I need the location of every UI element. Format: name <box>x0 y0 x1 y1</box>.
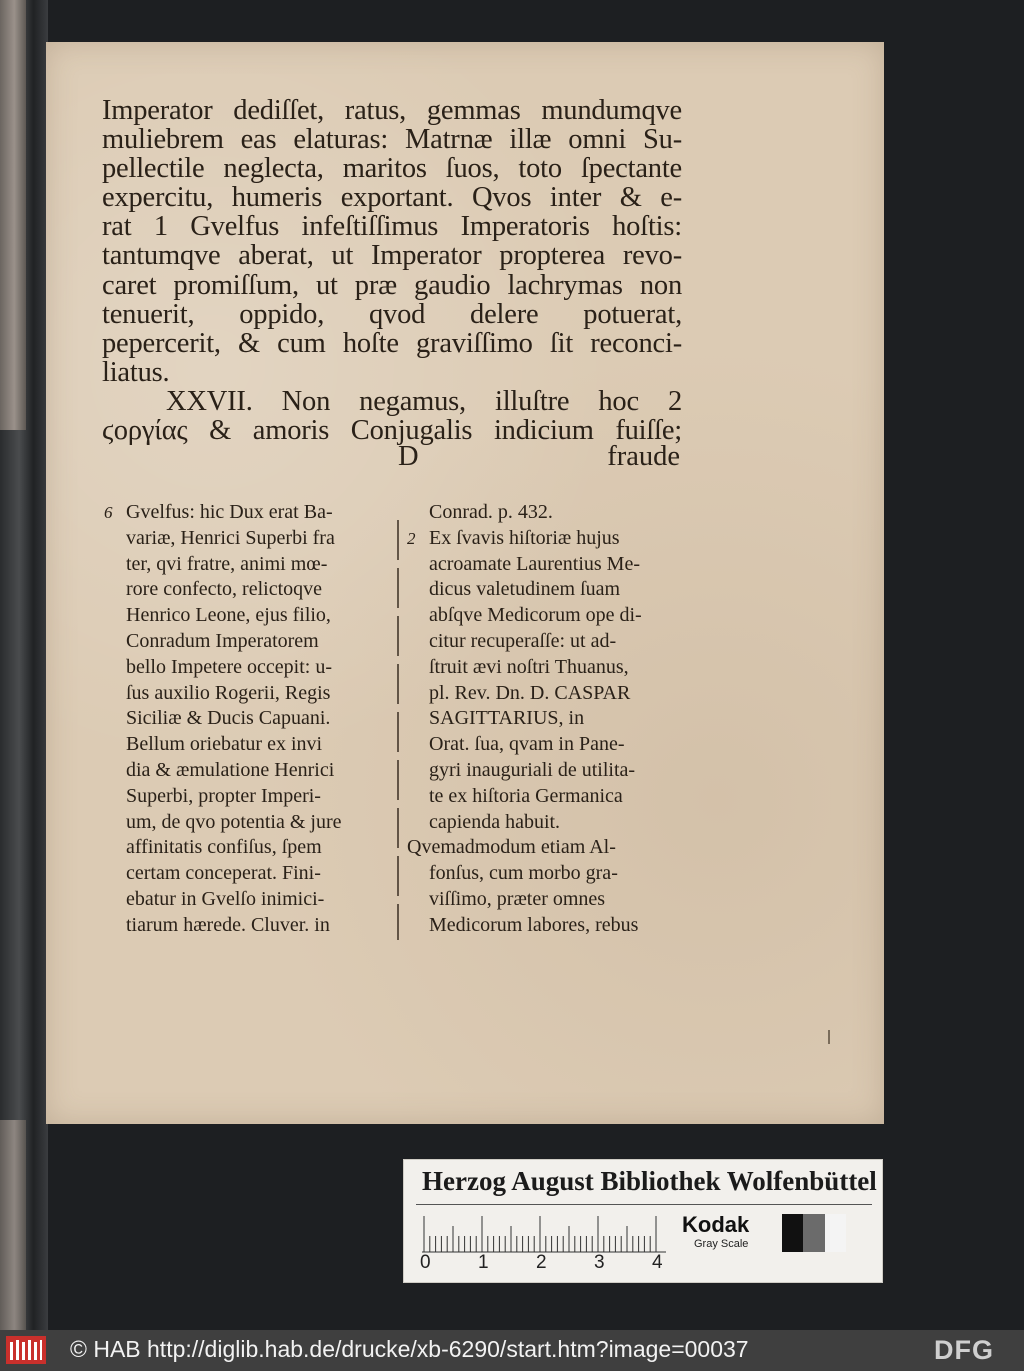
footnote-marker: 2 <box>407 528 416 548</box>
footnote-line: variæ, Henrici Superbi fra <box>126 526 335 549</box>
gray-swatches <box>782 1214 846 1252</box>
footnote-line: pl. Rev. Dn. D. CASPAR <box>429 681 631 704</box>
footnote-line: affinitatis confiſus, ſpem <box>126 836 322 859</box>
swatch-white <box>825 1214 846 1252</box>
dfg-logo: DFG <box>934 1335 994 1365</box>
footnote-line: Ex ſvavis hiſtoriæ hujus <box>429 526 620 549</box>
footer-bar <box>0 1330 1024 1371</box>
kodak-brand: Kodak <box>682 1212 750 1237</box>
edge-sheet-top <box>0 0 26 430</box>
edge-sheet-bottom <box>0 1120 26 1330</box>
footnote-marker: 6 <box>104 503 113 522</box>
ruler-number: 2 <box>536 1252 547 1273</box>
catchword: fraude <box>607 441 680 472</box>
ruler-number: 4 <box>652 1252 663 1273</box>
footnotes-right-column <box>407 500 683 939</box>
swatch-gray <box>803 1214 824 1252</box>
footnote-line: abſqve Medicorum ope di- <box>429 604 642 627</box>
gray-scale-label: Gray Scale <box>694 1238 749 1250</box>
footnote-line: viſſimo, præter omnes <box>429 887 606 910</box>
footnote-line: te ex hiſtoria Germanica <box>429 784 623 807</box>
body-line: expercitu, humeris exportant. Qvos inter & e- <box>102 182 682 214</box>
footnote-line: certam conceperat. Fini- <box>126 862 321 885</box>
column-rule <box>397 520 399 940</box>
body-line: ϛοργίας & amoris Conjugalis indicium fuiſſe; <box>102 415 682 447</box>
footnote-line: Bellum oriebatur ex invi <box>126 733 323 756</box>
book-edge <box>0 0 48 1330</box>
library-name: Herzog August Bibliothek Wolfenbüttel <box>422 1166 877 1196</box>
page-mark <box>828 1030 830 1044</box>
body-line: tantumqve aberat, ut Imperator propterea revo- <box>102 240 682 272</box>
body-line: caret promiſſum, ut præ gaudio lachrymas non <box>102 269 682 301</box>
paragraph-start: XXVII. Non negamus, illuſtre hoc 2 <box>166 385 682 417</box>
footnote-line: gyri inauguriali de utilita- <box>429 758 636 781</box>
hab-logo-icon <box>6 1336 46 1364</box>
card-divider <box>416 1204 872 1205</box>
footnote-line: tiarum hærede. Cluver. in <box>126 913 330 936</box>
footnote-line: Qvemadmodum etiam Al- <box>407 836 616 859</box>
ruler-number: 1 <box>478 1252 489 1273</box>
source-url: © HAB http://diglib.hab.de/drucke/xb-6290/start.htm?image=00037 <box>70 1336 749 1362</box>
footnote-line: dicus valetudinem ſuam <box>429 578 621 601</box>
body-line: liatus. <box>102 356 170 388</box>
ruler-number: 3 <box>594 1252 605 1273</box>
footnote-line: Medicorum labores, rebus <box>429 913 639 936</box>
footnote-line: ſtruit ævi noſtri Thuanus, <box>429 655 629 678</box>
footnote-line: Superbi, propter Imperi- <box>126 784 321 807</box>
main-body-text <box>102 96 682 445</box>
footnote-line: SAGITTARIUS, in <box>429 707 585 730</box>
color-scale-card <box>403 1159 883 1283</box>
footnote-line: dia & æmulatione Henrici <box>126 758 335 781</box>
footnote-line: bello Impetere occepit: u- <box>126 655 333 678</box>
ruler-scale-icon <box>422 1212 666 1254</box>
body-line: muliebrem eas elaturas: Matrnæ illæ omni Su- <box>102 124 682 156</box>
body-line: Imperator dediſſet, ratus, gemmas mundumqve <box>102 95 682 126</box>
footnote-line: Orat. ſua, qvam in Pane- <box>429 733 625 756</box>
ruler-number: 0 <box>420 1252 431 1273</box>
swatch-black <box>782 1214 803 1252</box>
body-line: tenuerit, oppido, qvod delere potuerat, <box>102 298 682 330</box>
footnote-line: acroamate Laurentius Me- <box>429 552 641 575</box>
footnote-line: Henrico Leone, ejus filio, <box>126 604 331 627</box>
catch-row <box>102 441 680 471</box>
footnotes-left-column <box>104 500 380 939</box>
footnote-line: Siciliæ & Ducis Capuani. <box>126 707 331 730</box>
footnote-line: ſus auxilio Rogerii, Regis <box>126 681 331 704</box>
signature-mark: D <box>398 441 419 472</box>
footnote-line: um, de qvo potentia & jure <box>126 810 342 833</box>
footnote-line: Conrad. p. 432. <box>429 501 553 523</box>
footnote-line: capienda habuit. <box>429 810 561 833</box>
footnote-line: ebatur in Gvelſo inimici- <box>126 887 325 910</box>
footnote-line: ter, qvi fratre, animi mœ- <box>126 552 328 575</box>
body-line: rat 1 Gvelfus infeſtiſſimus Imperatoris hoſtis: <box>102 211 682 243</box>
footnote-line: Conradum Imperatorem <box>126 629 319 652</box>
body-line: pellectile neglecta, maritos ſuos, toto ſpectante <box>102 153 682 185</box>
footnote-line: fonſus, cum morbo gra- <box>429 862 618 885</box>
footnote-line: Gvelfus: hic Dux erat Ba- <box>126 501 333 523</box>
footnote-line: rore confecto, relictoqve <box>126 578 323 601</box>
body-line: pepercerit, & cum hoſte graviſſimo ſit reconci- <box>102 327 682 359</box>
footnote-line: citur recuperaſſe: ut ad- <box>429 629 617 652</box>
